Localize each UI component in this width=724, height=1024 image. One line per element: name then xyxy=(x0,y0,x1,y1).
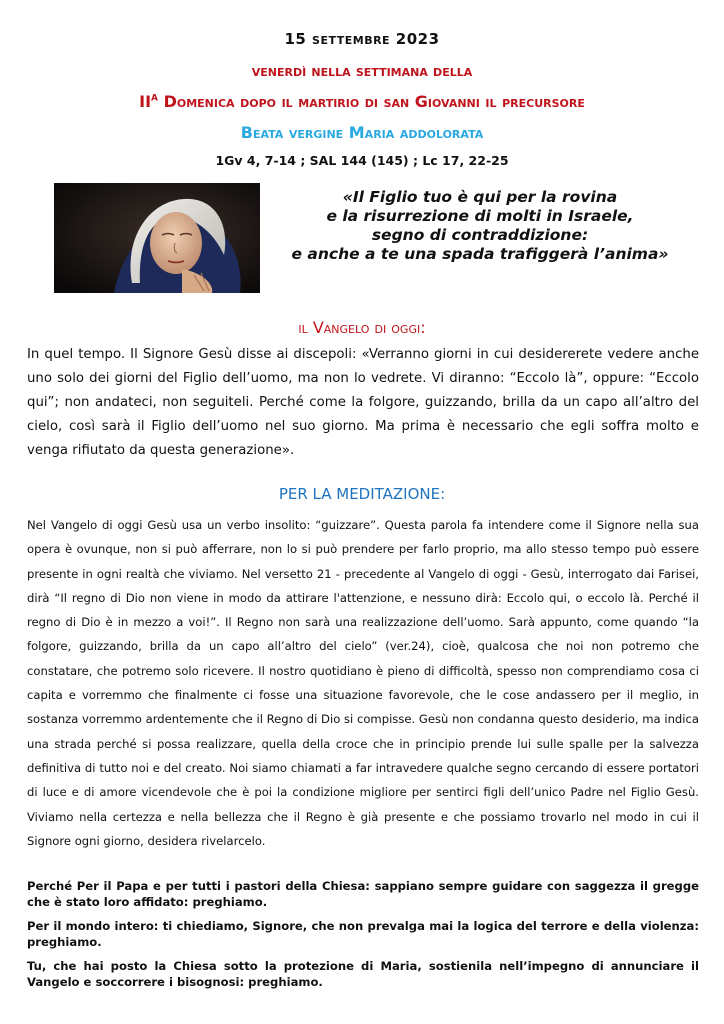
week-title: Domenica dopo il martirio di san Giovanni il precursore xyxy=(158,92,585,111)
quote-line-2: e la risurrezione di molti in Israele, xyxy=(326,207,634,225)
liturgical-day: venerdì nella settimana della xyxy=(251,62,473,80)
meditation-title: PER LA MEDITAZIONE: xyxy=(278,485,446,503)
date-heading: 15 settembre 2023 xyxy=(284,30,440,48)
scripture-quote xyxy=(270,188,690,264)
feast-title: Beata vergine Maria addolorata xyxy=(240,123,484,142)
gospel-title: il Vangelo di oggi: xyxy=(298,318,426,337)
liturgical-week xyxy=(0,92,724,111)
quote-line-4: e anche a te una spada trafiggerà l’anima» xyxy=(291,245,669,263)
readings-reference: 1Gv 4, 7-14 ; SAL 144 (145) ; Lc 17, 22-25 xyxy=(215,153,509,168)
meditation-text: Nel Vangelo di oggi Gesù usa un verbo insolito: “guizzare”. Questa parola fa intendere come il Signore nella sua opera è ovunque, non si può afferrare, non lo si può prendere per farlo proprio, ma allo stesso tempo può essere presente in ogni realtà che viviamo. Nel versetto 21 - precedente al Vangelo di oggi - Gesù, interrogato dai Farisei, dirà “Il regno di Dio non viene in modo da attirare l'attenzione, e nessuno dirà: Eccolo qui, o eccolo là. Perché il regno di Dio è in mezzo a voi!”. Il Regno non sarà una realizzazione dell’uomo. Sarà appunto, come quando “la folgore, guizzando, brilla da un capo all’altro del cielo” (ver.24), cioè, qualcosa che noi non potremo che constatare, che potremo solo ricevere. Il nostro quotidiano è pieno di difficoltà, spesso non comprendiamo cosa ci capita e vorremmo che finalmente ci fosse una situazione favorevole, che le cose andassero per il meglio, in sostanza vorremmo ardentemente che il Regno di Dio si compisse. Gesù non condanna questo desiderio, ma indica una strada perché si possa realizzare, quella della croce che in principio prende lui sulle spalle per la salvezza definitiva di tutto noi e del creato. Noi siamo chiamati a far intravedere qualche segno cercando di essere portatori di luce e di amore vicendevole che è poi la condizione migliore per sentirci figli dell’unico Padre nel Figlio Gesù. Viviamo nella certezza e nella bellezza che il Regno è già presente e che possiamo trovarlo nel modo in cui il Signore ogni giorno, desidera rivelarcelo. xyxy=(27,518,699,848)
prayers xyxy=(27,879,699,999)
prayer-item: Per il mondo intero: ti chiediamo, Signore, che non prevalga mai la logica del terrore e della violenza: preghiamo. xyxy=(27,919,699,949)
quote-line-3: segno di contraddizione: xyxy=(371,226,589,244)
madonna-painting-illustration xyxy=(54,183,260,293)
gospel-text: In quel tempo. Il Signore Gesù disse ai discepoli: «Verranno giorni in cui desidererete vedere anche uno solo dei giorni del Figlio dell’uomo, ma non lo vedrete. Vi diranno: “Eccolo là”, oppure: “Eccolo qui”; non andateci, non seguiteli. Perché come la folgore, guizzando, brilla da un capo all’altro del cielo, così sarà il Figlio dell’uomo nel suo giorno. Ma prima è necessario che egli soffra molto e venga rifiutato da questa generazione». xyxy=(27,347,699,458)
week-numeral: II xyxy=(139,92,152,111)
quote-line-1: «Il Figlio tuo è qui per la rovina xyxy=(342,188,618,206)
week-numeral-superscript: A xyxy=(151,93,158,104)
prayer-item: Tu, che hai posto la Chiesa sotto la protezione di Maria, sostienila nell’impegno di annunciare il Vangelo e soccorrere i bisognosi: preghiamo. xyxy=(27,959,699,989)
prayer-item: Perché Per il Papa e per tutti i pastori della Chiesa: sappiano sempre guidare con saggezza il gregge che è stato loro affidato: preghiamo. xyxy=(27,879,699,909)
madonna-painting xyxy=(54,183,260,293)
